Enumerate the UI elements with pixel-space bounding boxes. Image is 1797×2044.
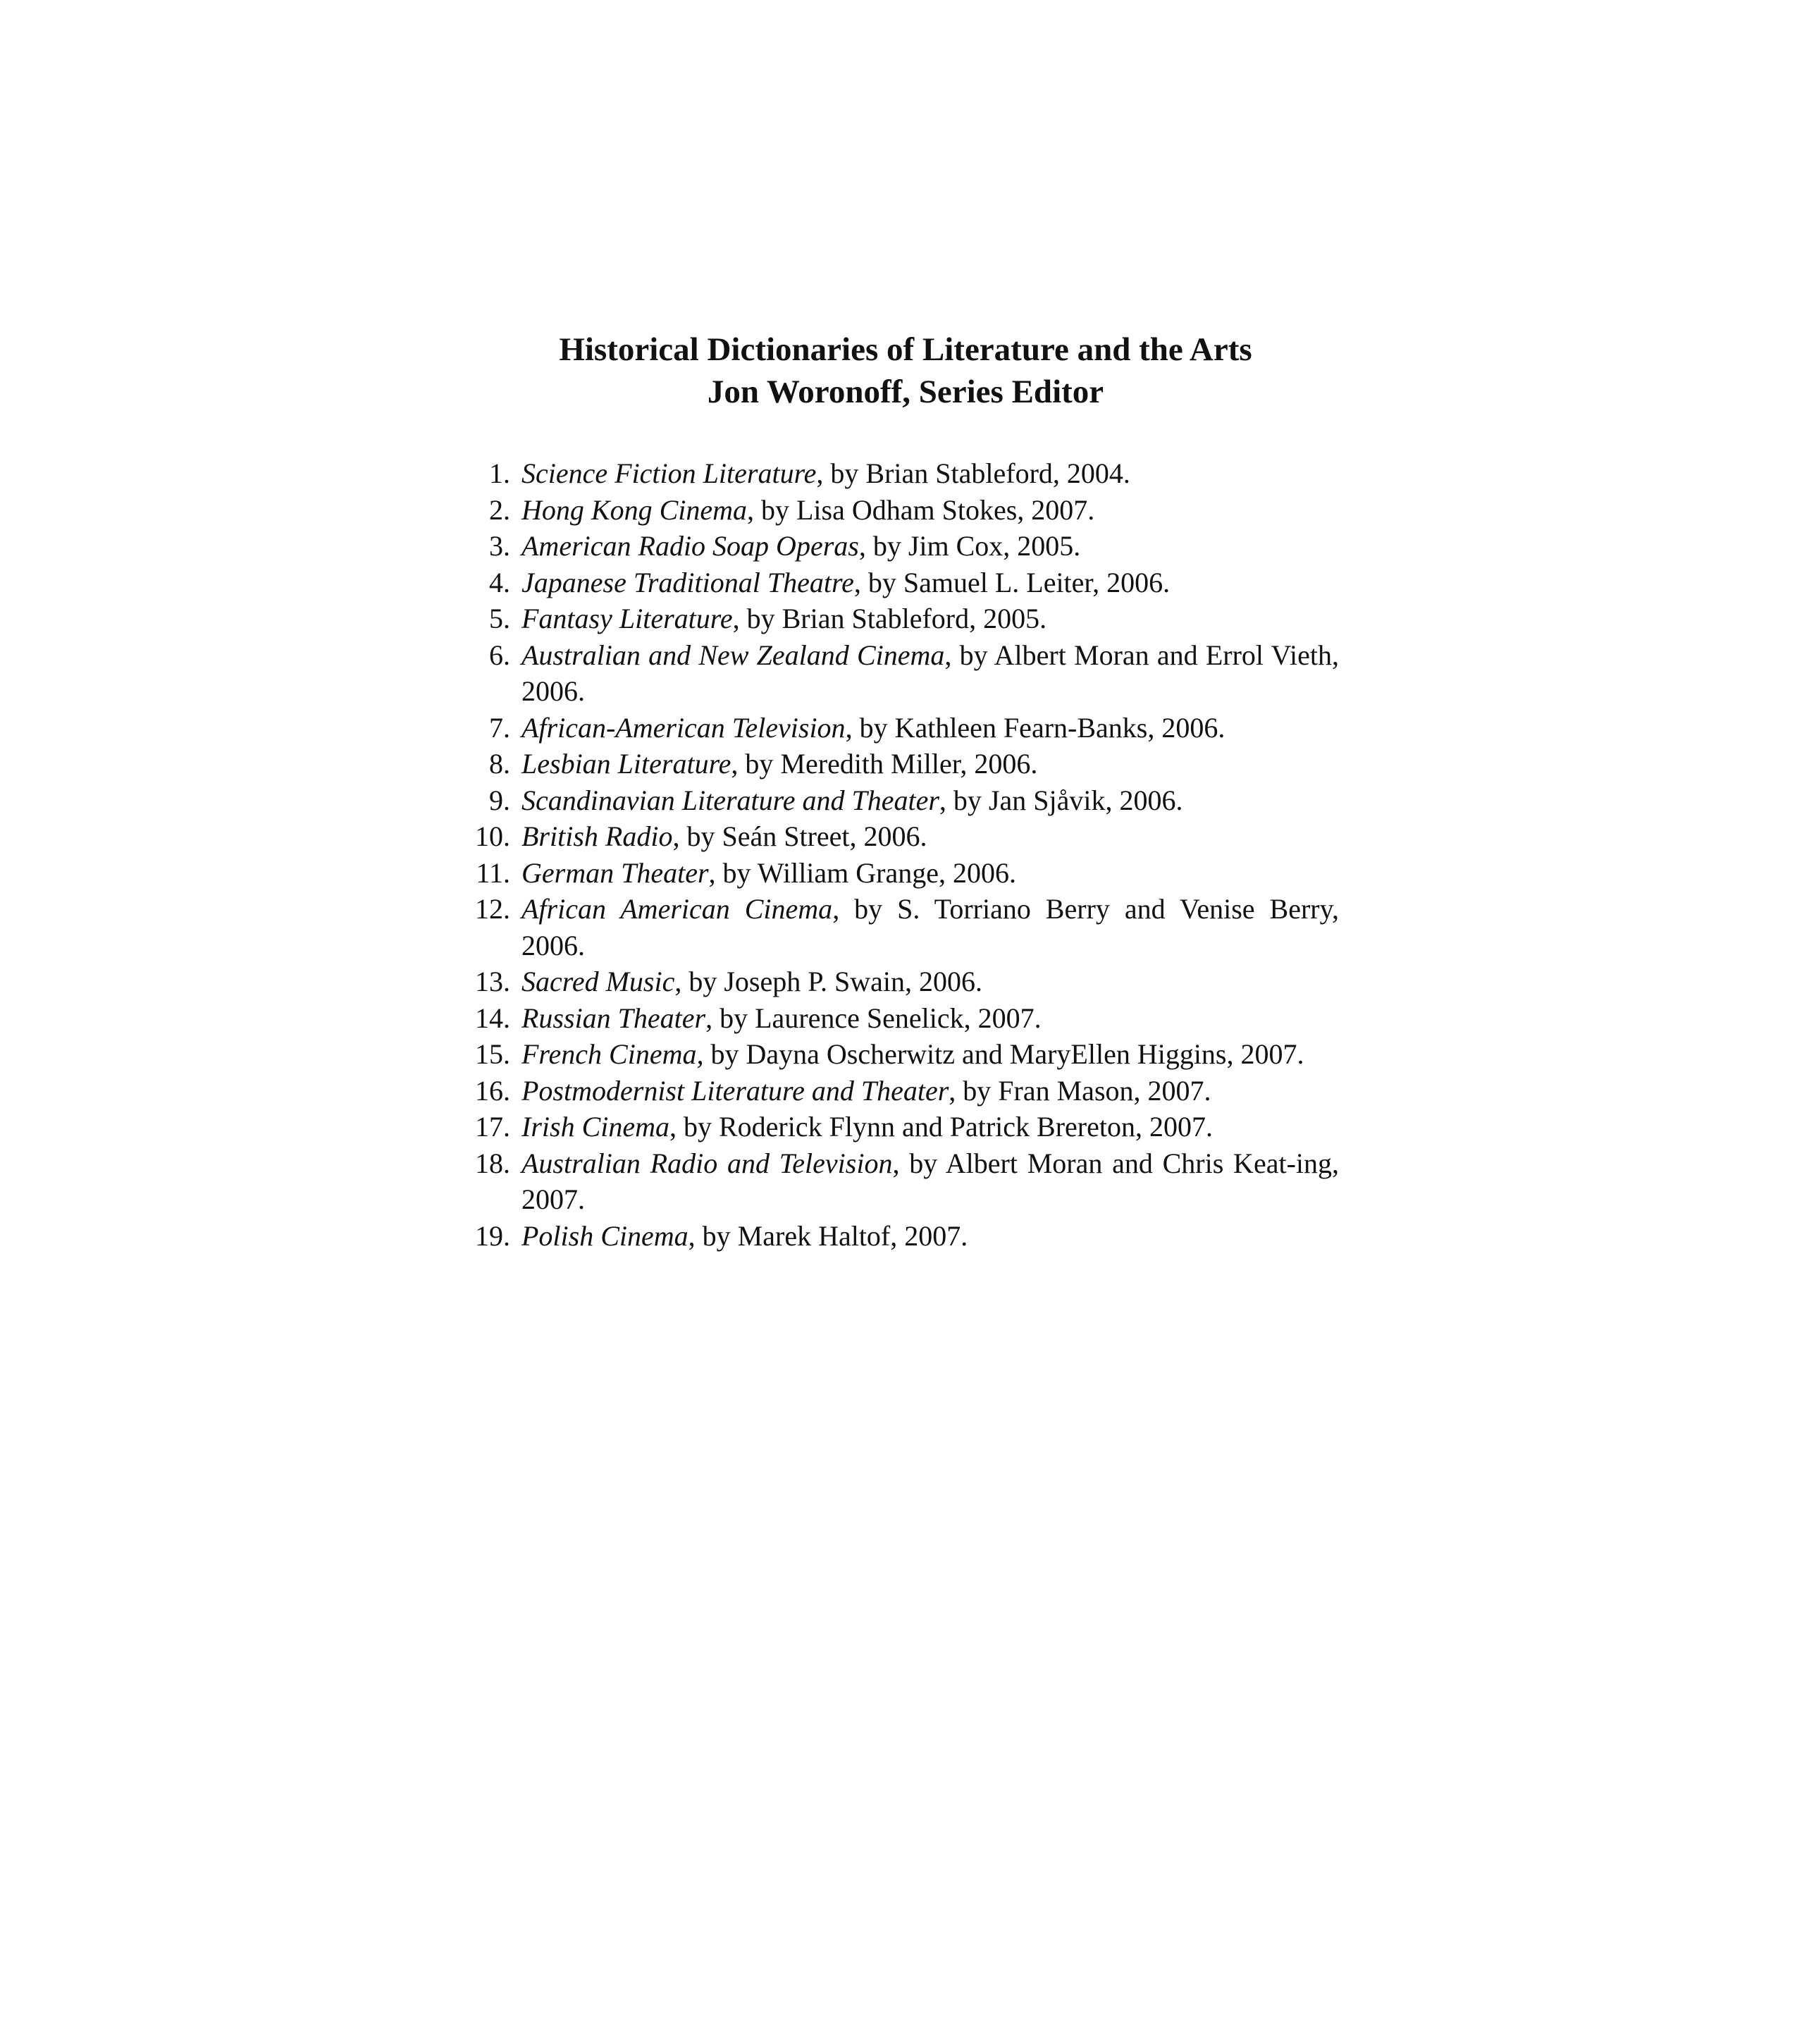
entry-title: Australian and New Zealand Cinema <box>521 639 945 671</box>
entry-details: , by William Grange, 2006. <box>708 856 1016 889</box>
series-entry <box>465 637 1339 710</box>
series-entry <box>465 855 1339 892</box>
entry-details: , by Brian Stableford, 2005. <box>732 603 1047 634</box>
series-entry <box>465 528 1339 565</box>
series-heading <box>465 328 1346 413</box>
entry-number: 14. <box>475 1002 510 1034</box>
entry-details: , by Meredith Miller, 2006. <box>731 748 1038 780</box>
entry-title: Sacred Music <box>521 966 675 997</box>
series-title: Historical Dictionaries of Literature and the Arts <box>559 331 1252 368</box>
entry-details: , by Roderick Flynn and Patrick Brereton, 2007. <box>669 1111 1213 1143</box>
entry-number: 7. <box>489 711 510 744</box>
entry-details: , by Laurence Senelick, 2007. <box>705 1002 1042 1034</box>
entry-number: 3. <box>489 530 510 562</box>
entry-number: 4. <box>489 566 510 598</box>
entry-details: , by Kathleen Fearn-Banks, 2006. <box>845 711 1225 744</box>
entry-number: 13. <box>475 966 510 997</box>
entry-details: , by Seán Street, 2006. <box>672 820 927 852</box>
entry-title: Postmodernist Literature and Theater <box>521 1074 949 1107</box>
entry-number: 12. <box>475 893 510 925</box>
entry-details: , by Marek Haltof, 2007. <box>688 1219 968 1252</box>
entry-details: , by Samuel L. Leiter, 2006. <box>853 566 1171 598</box>
entry-number: 11. <box>476 856 510 889</box>
entry-number: 18. <box>475 1147 510 1179</box>
entry-details: by Dayna Oscherwitz and MaryEllen Higgins, 2007. <box>703 1038 1304 1070</box>
entry-number: 5. <box>489 603 510 634</box>
entry-number: 16. <box>475 1074 510 1107</box>
series-entry <box>465 1073 1339 1109</box>
entry-details: , by Jan Sjåvik, 2006. <box>939 784 1183 816</box>
series-entry <box>465 710 1339 746</box>
entry-number: 15. <box>475 1038 510 1070</box>
entry-details: , by S. Torriano Berry and Venise Berry, 2006. <box>521 893 1339 961</box>
entry-title: Australian Radio and Television <box>521 1147 893 1179</box>
entry-title: Lesbian Literature <box>521 748 731 780</box>
series-entry <box>465 455 1339 492</box>
series-entry <box>465 565 1339 601</box>
series-entry <box>465 1036 1339 1073</box>
entry-number: 1. <box>489 457 510 489</box>
entry-title: British Radio <box>521 820 673 852</box>
series-list <box>465 455 1339 1254</box>
entry-number: 10. <box>475 820 510 852</box>
entry-title: Russian Theater <box>521 1002 706 1034</box>
entry-title: German Theater <box>521 856 709 889</box>
entry-title: Japanese Traditional Theatre <box>521 566 854 598</box>
entry-details: , by Jim Cox, 2005. <box>858 530 1081 562</box>
entry-details: , by Fran Mason, 2007. <box>949 1074 1211 1107</box>
series-editor: Jon Woronoff, Series Editor <box>707 374 1104 410</box>
series-entry <box>465 891 1339 963</box>
entry-title: African American Cinema <box>521 893 833 925</box>
entry-details: , by Joseph P. Swain, 2006. <box>674 966 983 997</box>
entry-number: 9. <box>489 784 510 816</box>
entry-details: , by Albert Moran and Chris Keat-ing, 2007. <box>521 1147 1339 1215</box>
series-entry <box>465 492 1339 529</box>
entry-title: African-American Television <box>521 711 846 744</box>
entry-details: , by Brian Stableford, 2004. <box>816 457 1130 489</box>
series-entry <box>465 1000 1339 1037</box>
series-entry <box>465 1145 1339 1218</box>
entry-title: Science Fiction Literature <box>521 457 817 489</box>
series-entry <box>465 1109 1339 1145</box>
entry-number: 19. <box>475 1219 510 1252</box>
entry-details: , by Albert Moran and Errol Vieth, 2006. <box>521 639 1339 707</box>
series-entry <box>465 601 1339 637</box>
entry-title: Polish Cinema <box>521 1219 688 1252</box>
entry-details: , by Lisa Odham Stokes, 2007. <box>747 493 1095 526</box>
entry-title: American Radio Soap Operas <box>521 530 859 562</box>
entry-number: 6. <box>489 639 510 671</box>
entry-number: 8. <box>489 748 510 780</box>
entry-title: Scandinavian Literature and Theater <box>521 784 939 816</box>
entry-title: French Cinema, <box>521 1038 704 1070</box>
series-entry <box>465 1218 1339 1255</box>
series-entry <box>465 746 1339 782</box>
entry-title: Fantasy Literature <box>521 603 733 634</box>
series-entry <box>465 963 1339 1000</box>
series-entry <box>465 818 1339 855</box>
entry-title: Hong Kong Cinema <box>521 493 747 526</box>
entry-number: 17. <box>475 1111 510 1143</box>
entry-title: Irish Cinema <box>521 1111 669 1143</box>
entry-number: 2. <box>489 493 510 526</box>
series-entry <box>465 782 1339 819</box>
